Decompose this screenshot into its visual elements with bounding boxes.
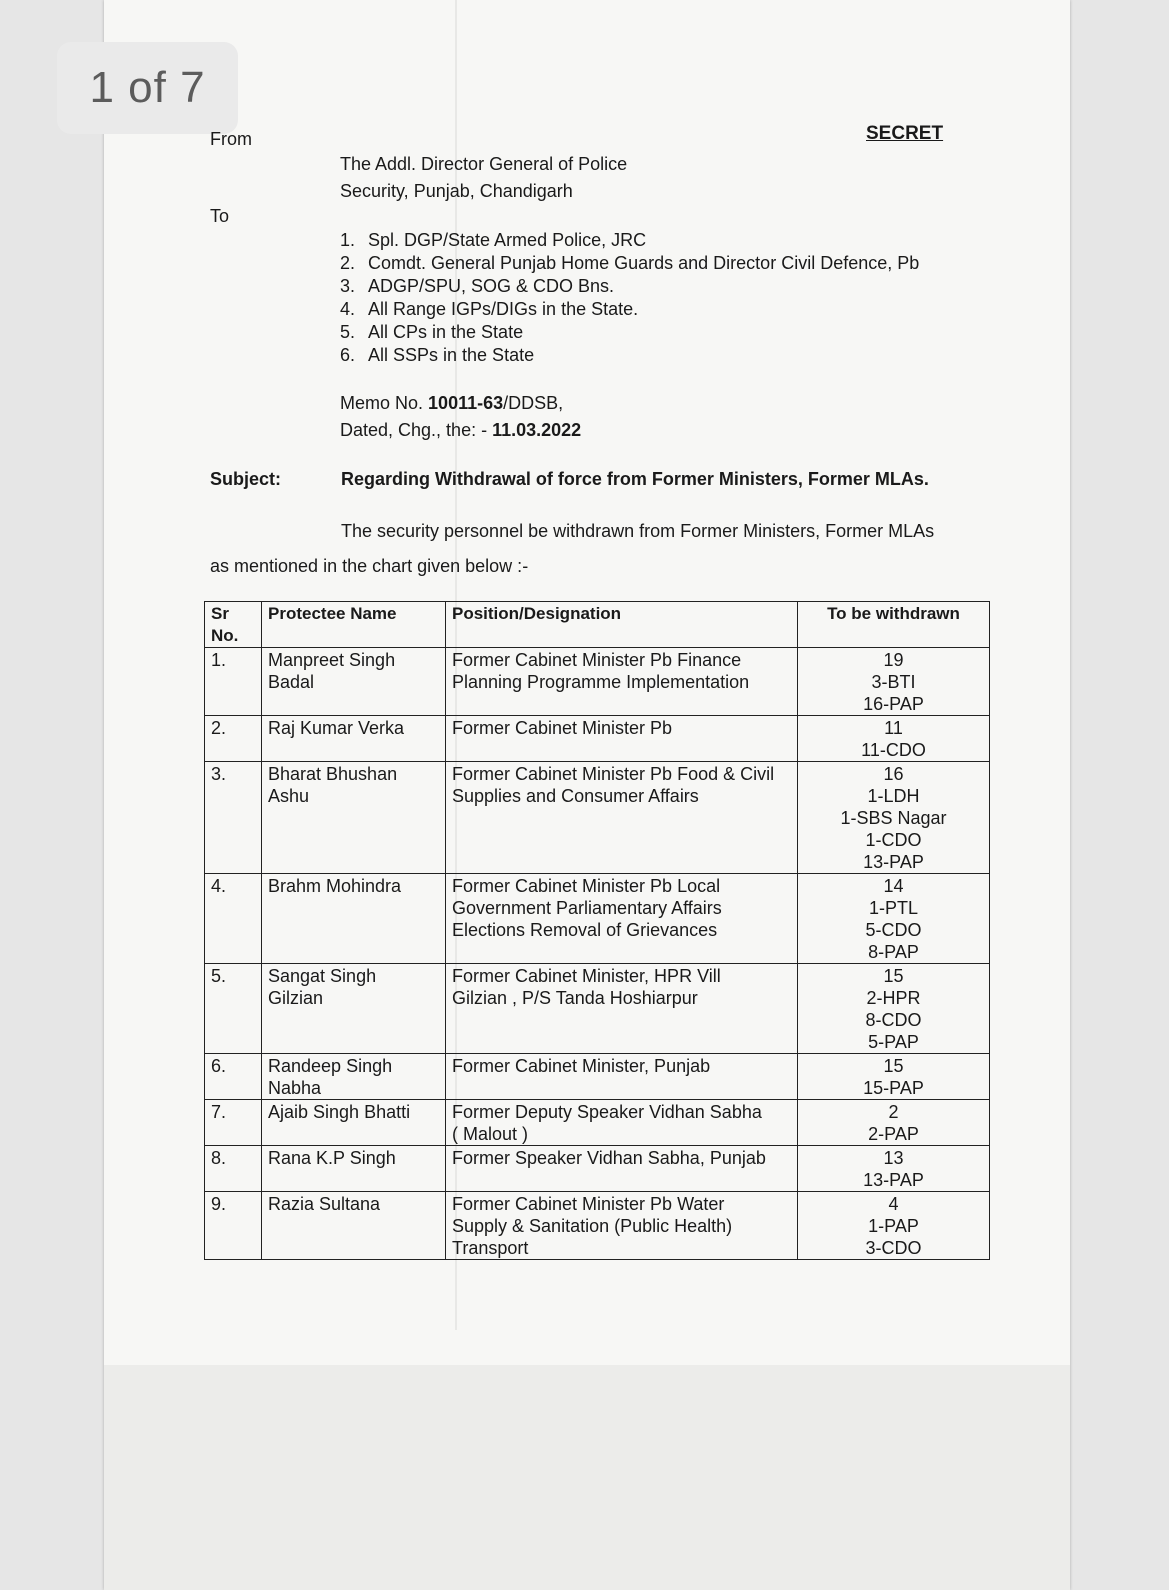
withdrawal-table — [204, 601, 990, 1260]
recipient-text: Comdt. General Punjab Home Guards and Director Civil Defence, Pb — [368, 253, 920, 273]
recipient-text: All SSPs in the State — [368, 345, 535, 365]
recipient-text: All Range IGPs/DIGs in the State. — [368, 299, 639, 319]
cell-protectee-name: Rana K.P Singh — [262, 1146, 446, 1192]
recipient-item — [340, 275, 919, 298]
recipient-item — [340, 252, 919, 275]
subject-label: Subject: — [210, 469, 282, 489]
sender-line: The Addl. Director General of Police — [340, 154, 628, 174]
table-row — [205, 648, 990, 716]
header-to-be-withdrawn: To be withdrawn — [798, 602, 990, 648]
cell-sr-no: 5. — [205, 964, 262, 1054]
cell-position: Former Cabinet Minister, Punjab — [446, 1054, 798, 1100]
cell-protectee-name: Bharat Bhushan Ashu — [262, 762, 446, 874]
cell-position: Former Cabinet Minister Pb — [446, 716, 798, 762]
sender-block — [340, 151, 627, 205]
recipient-number: 2. — [340, 253, 356, 273]
from-label: From — [210, 129, 252, 149]
table-row — [205, 874, 990, 964]
cell-protectee-name: Ajaib Singh Bhatti — [262, 1100, 446, 1146]
memo-number: 10011-63 — [428, 393, 504, 413]
cell-position: Former Cabinet Minister Pb Food & Civil Supplies and Consumer Affairs — [446, 762, 798, 874]
memo-date: 11.03.2022 — [492, 420, 582, 440]
cell-sr-no: 7. — [205, 1100, 262, 1146]
cell-sr-no: 4. — [205, 874, 262, 964]
recipient-number: 4. — [340, 299, 356, 319]
recipient-text: Spl. DGP/State Armed Police, JRC — [368, 230, 647, 250]
table-row — [205, 716, 990, 762]
cell-sr-no: 3. — [205, 762, 262, 874]
cell-position: Former Cabinet Minister Pb Local Government Parliamentary Affairs Elections Removal of Grievances — [446, 874, 798, 964]
page-lower-area — [104, 1365, 1070, 1590]
cell-to-be-withdrawn: 15 15-PAP — [798, 1054, 990, 1100]
body-text-line: The security personnel be withdrawn from Former Ministers, Former MLAs — [341, 521, 935, 541]
cell-to-be-withdrawn: 4 1-PAP 3-CDO — [798, 1192, 990, 1260]
cell-to-be-withdrawn: 19 3-BTI 16-PAP — [798, 648, 990, 716]
cell-sr-no: 9. — [205, 1192, 262, 1260]
cell-protectee-name: Sangat Singh Gilzian — [262, 964, 446, 1054]
to-label: To — [210, 206, 230, 226]
cell-sr-no: 1. — [205, 648, 262, 716]
cell-to-be-withdrawn: 15 2-HPR 8-CDO 5-PAP — [798, 964, 990, 1054]
recipient-item — [340, 298, 919, 321]
cell-position: Former Deputy Speaker Vidhan Sabha ( Malout ) — [446, 1100, 798, 1146]
table-row — [205, 1192, 990, 1260]
recipient-list — [340, 229, 919, 367]
memo-date-line: Dated, Chg., the: - 11.03.2022 — [340, 420, 582, 440]
table-row — [205, 964, 990, 1054]
table-header-row — [205, 602, 990, 648]
cell-position: Former Cabinet Minister Pb Water Supply & Sanitation (Public Health) Transport — [446, 1192, 798, 1260]
cell-sr-no: 6. — [205, 1054, 262, 1100]
page-counter-badge: 1 of 7 — [57, 42, 238, 134]
cell-protectee-name: Raj Kumar Verka — [262, 716, 446, 762]
cell-protectee-name: Manpreet Singh Badal — [262, 648, 446, 716]
subject-text: Regarding Withdrawal of force from Former Ministers, Former MLAs. — [341, 469, 929, 489]
cell-to-be-withdrawn: 16 1-LDH 1-SBS Nagar 1-CDO 13-PAP — [798, 762, 990, 874]
recipient-number: 1. — [340, 230, 356, 250]
cell-position: Former Cabinet Minister Pb Finance Planning Programme Implementation — [446, 648, 798, 716]
cell-protectee-name: Razia Sultana — [262, 1192, 446, 1260]
header-protectee-name: Protectee Name — [262, 602, 446, 648]
recipient-item — [340, 321, 919, 344]
cell-to-be-withdrawn: 11 11-CDO — [798, 716, 990, 762]
memo-block — [340, 390, 581, 444]
cell-to-be-withdrawn: 13 13-PAP — [798, 1146, 990, 1192]
header-sr-no: Sr No. — [205, 602, 262, 648]
body-text-line: as mentioned in the chart given below :- — [210, 556, 529, 576]
cell-to-be-withdrawn: 2 2-PAP — [798, 1100, 990, 1146]
cell-position: Former Cabinet Minister, HPR Vill Gilzian , P/S Tanda Hoshiarpur — [446, 964, 798, 1054]
memo-number-line: Memo No. 10011-63/DDSB, — [340, 393, 564, 413]
recipient-number: 3. — [340, 276, 356, 296]
header-position: Position/Designation — [446, 602, 798, 648]
cell-protectee-name: Randeep Singh Nabha — [262, 1054, 446, 1100]
cell-sr-no: 8. — [205, 1146, 262, 1192]
table-row — [205, 762, 990, 874]
recipient-number: 5. — [340, 322, 356, 342]
recipient-text: All CPs in the State — [368, 322, 524, 342]
table-row — [205, 1054, 990, 1100]
cell-protectee-name: Brahm Mohindra — [262, 874, 446, 964]
recipient-text: ADGP/SPU, SOG & CDO Bns. — [368, 276, 615, 296]
recipient-item — [340, 229, 919, 252]
sender-line: Security, Punjab, Chandigarh — [340, 181, 573, 201]
classification-marking: SECRET — [866, 123, 944, 144]
table-row — [205, 1146, 990, 1192]
cell-sr-no: 2. — [205, 716, 262, 762]
recipient-number: 6. — [340, 345, 356, 365]
cell-position: Former Speaker Vidhan Sabha, Punjab — [446, 1146, 798, 1192]
table-row — [205, 1100, 990, 1146]
recipient-item — [340, 344, 919, 367]
cell-to-be-withdrawn: 14 1-PTL 5-CDO 8-PAP — [798, 874, 990, 964]
